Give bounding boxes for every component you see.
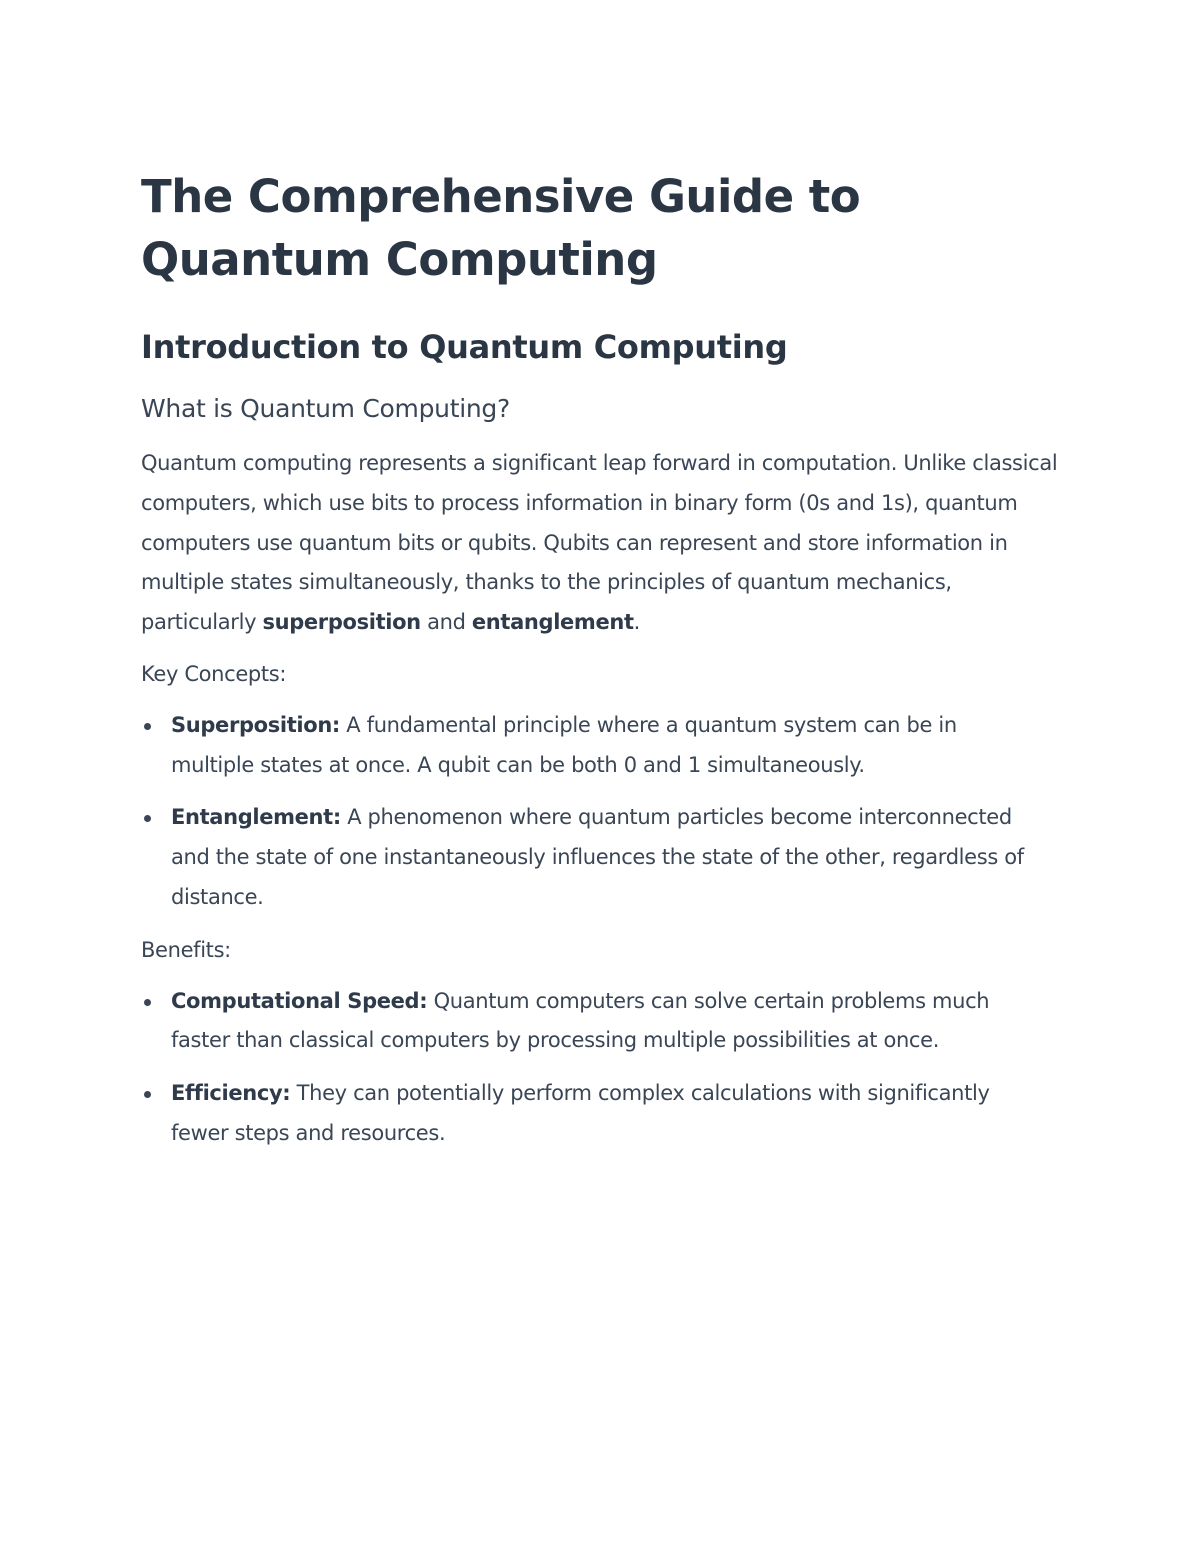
benefits-list bbox=[141, 982, 1066, 1154]
bullet-icon bbox=[144, 723, 151, 730]
intro-text-middle: and bbox=[420, 610, 472, 635]
intro-bold-entanglement: entanglement bbox=[471, 610, 634, 635]
document-page bbox=[141, 165, 1066, 1167]
intro-paragraph bbox=[141, 444, 1066, 643]
key-concepts-label: Key Concepts: bbox=[141, 661, 287, 686]
intro-bold-superposition: superposition bbox=[262, 610, 421, 635]
list-item-term: Superposition: bbox=[171, 712, 340, 737]
bullet-icon bbox=[144, 1091, 151, 1098]
list-item-term: Efficiency: bbox=[171, 1081, 291, 1106]
list-item-term: Entanglement: bbox=[171, 805, 341, 830]
intro-text-before: Quantum computing represents a significant leap forward in computation. Unlike classical computers, which use bits to process information in binary form (0s and 1s), quantum computers use quantum bits or qubits. Qubits can represent and store information in multiple states simultaneously, thanks to the principles of quantum mechanics, particularly bbox=[141, 451, 1058, 635]
bullet-icon bbox=[144, 815, 151, 822]
list-item bbox=[141, 982, 1041, 1062]
subsection-title: What is Quantum Computing? bbox=[141, 394, 510, 423]
section-title: Introduction to Quantum Computing bbox=[141, 328, 788, 366]
list-item-description: A fundamental principle where a quantum system can be in multiple states at once. A qubit can be both 0 and 1 simultaneously. bbox=[171, 712, 957, 777]
list-item bbox=[141, 798, 1041, 917]
benefits-label: Benefits: bbox=[141, 937, 231, 962]
list-item-description: A phenomenon where quantum particles become interconnected and the state of one instantaneously influences the state of the other, regardless of distance. bbox=[171, 805, 1024, 909]
list-item bbox=[141, 1074, 1041, 1154]
bullet-icon bbox=[144, 999, 151, 1006]
document-title: The Comprehensive Guide to Quantum Computing bbox=[141, 170, 861, 286]
list-item bbox=[141, 706, 1041, 786]
list-item-description: They can potentially perform complex calculations with significantly fewer steps and resources. bbox=[171, 1081, 990, 1145]
intro-text-after: . bbox=[633, 610, 640, 635]
list-item-description: Quantum computers can solve certain problems much faster than classical computers by processing multiple possibilities at once. bbox=[171, 988, 990, 1053]
list-item-term: Computational Speed: bbox=[171, 988, 428, 1013]
key-concepts-list bbox=[141, 706, 1066, 918]
